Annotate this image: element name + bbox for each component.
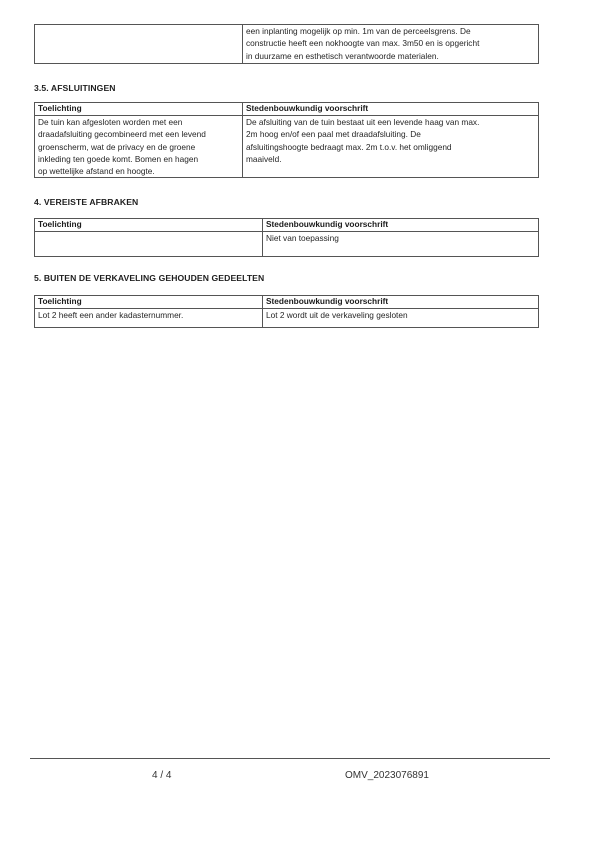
footer-reference: OMV_2023076891 — [345, 770, 429, 781]
continued-table — [34, 24, 539, 64]
table-cell-toelichting: Lot 2 heeft een ander kadasternummer. — [35, 309, 263, 328]
section-heading-4: 4. VEREISTE AFBRAKEN — [34, 197, 139, 207]
text-line: afsluitingshoogte bedraagt max. 2m t.o.v. het omliggend — [246, 141, 452, 152]
text-line: op wettelijke afstand en hoogte. — [38, 166, 155, 177]
text-line: draadafsluiting gecombineerd met een levend — [38, 129, 206, 140]
table-header-row — [35, 296, 539, 309]
table-cell-toelichting — [35, 116, 243, 178]
footer-divider — [30, 758, 550, 759]
afsluitingen-table — [34, 102, 539, 178]
table-header-row — [35, 219, 539, 232]
text-line: maaiveld. — [246, 153, 282, 164]
table-cell-voorschrift: Niet van toepassing — [263, 232, 539, 257]
text-line: De afsluiting van de tuin bestaat uit een levende haag van max. — [246, 117, 480, 127]
table-cell-toelichting — [35, 232, 263, 257]
table-row — [35, 116, 539, 178]
text-line: inkleding ten goede komt. Bomen en hagen — [38, 153, 199, 164]
text-line: 2m hoog en/of een paal met draadafsluiting. De — [246, 129, 421, 140]
text-line: constructie heeft een nokhoogte van max. 3m50 en is opgericht — [246, 38, 480, 49]
column-header-voorschrift: Stedenbouwkundig voorschrift — [263, 219, 539, 232]
vereiste-afbraken-table — [34, 218, 539, 257]
footer-page-number: 4 / 4 — [152, 770, 172, 781]
table-row — [35, 25, 539, 64]
column-header-toelichting: Toelichting — [35, 296, 263, 309]
section-heading-5: 5. BUITEN DE VERKAVELING GEHOUDEN GEDEELTEN — [34, 273, 265, 283]
text-line: De tuin kan afgesloten worden met een — [38, 117, 183, 127]
section-heading-3-5: 3.5. AFSLUITINGEN — [34, 83, 116, 93]
table-cell-empty — [35, 25, 243, 64]
table-row — [35, 232, 539, 257]
table-cell-voorschrift — [243, 116, 539, 178]
column-header-voorschrift: Stedenbouwkundig voorschrift — [243, 103, 539, 116]
text-line: in duurzame en esthetisch verantwoorde materialen. — [246, 50, 439, 61]
table-header-row — [35, 103, 539, 116]
table-row — [35, 309, 539, 328]
table-cell-continued-text — [243, 25, 539, 64]
table-cell-voorschrift: Lot 2 wordt uit de verkaveling gesloten — [263, 309, 539, 328]
column-header-voorschrift: Stedenbouwkundig voorschrift — [263, 296, 539, 309]
buiten-verkaveling-table — [34, 295, 539, 328]
text-line: groenscherm, wat de privacy en de groene — [38, 141, 196, 152]
text-line: een inplanting mogelijk op min. 1m van de perceelsgrens. De — [246, 26, 471, 36]
column-header-toelichting: Toelichting — [35, 219, 263, 232]
column-header-toelichting: Toelichting — [35, 103, 243, 116]
